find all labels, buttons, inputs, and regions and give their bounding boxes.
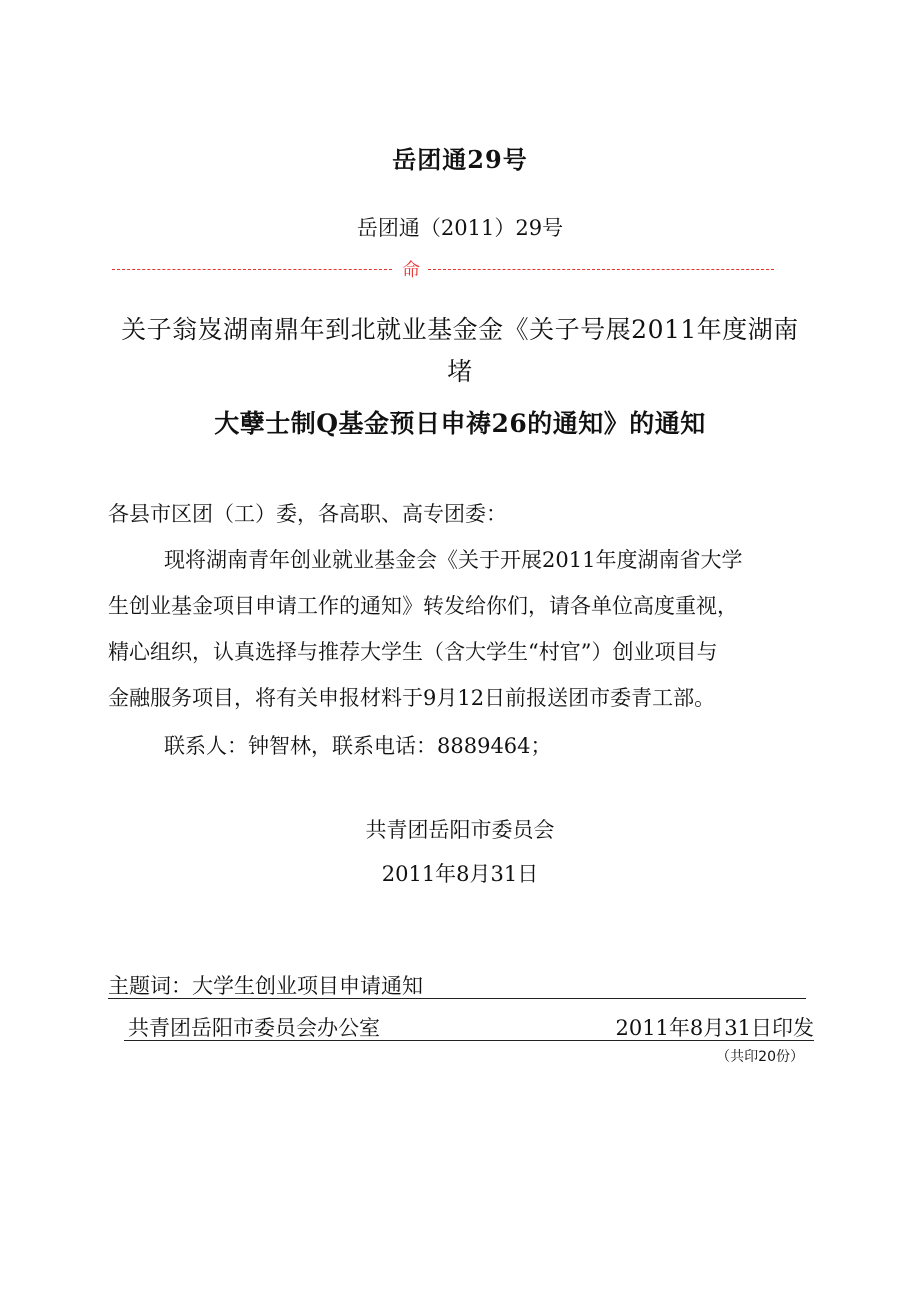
issuer-org: 共青团岳阳市委员会办公室 (128, 1016, 380, 1040)
title-line-3: 大孽士制Q基金预日申祷26的通知》的通知 (214, 409, 706, 438)
signature-date: 2011年8月31日 (381, 862, 539, 886)
document-heading: 岳团通29号 (392, 145, 528, 174)
copies-count: （共印20份） (716, 1049, 804, 1065)
separator-mark: 命 (402, 260, 420, 281)
body-line-4: 金融服务项目，将有关申报材料于9月12日前报送团市委青工部。 (108, 686, 716, 710)
addressee: 各县市区团（工）委，各高职、高专团委： (108, 502, 507, 526)
issuer-row (124, 1012, 814, 1041)
subject-keywords-row (108, 970, 806, 999)
issue-date: 2011年8月31日印发 (615, 1016, 814, 1040)
subject-keywords: 主题词：大学生创业项目申请通知 (108, 974, 423, 998)
signature-org: 共青团岳阳市委员会 (365, 818, 555, 842)
title-line-1: 关子翁岌湖南鼎年到北就业基金金《关子号展2011年度湖南 (121, 315, 799, 344)
red-separator (112, 254, 774, 284)
separator-dash-left (112, 269, 392, 270)
document-number: 岳团通（2011）29号 (356, 216, 564, 240)
title-line-2: 堵 (447, 357, 473, 386)
body-line-2: 生创业基金项目申请工作的通知》转发给你们，请各单位高度重视， (108, 594, 738, 618)
contact-line: 联系人：钟智林，联系电话：8889464； (164, 734, 552, 758)
separator-dash-right (428, 269, 774, 270)
body-line-3: 精心组织，认真选择与推荐大学生（含大学生“村官”）创业项目与 (108, 640, 718, 664)
body-line-1: 现将湖南青年创业就业基金会《关于开展2011年度湖南省大学 (164, 548, 743, 572)
